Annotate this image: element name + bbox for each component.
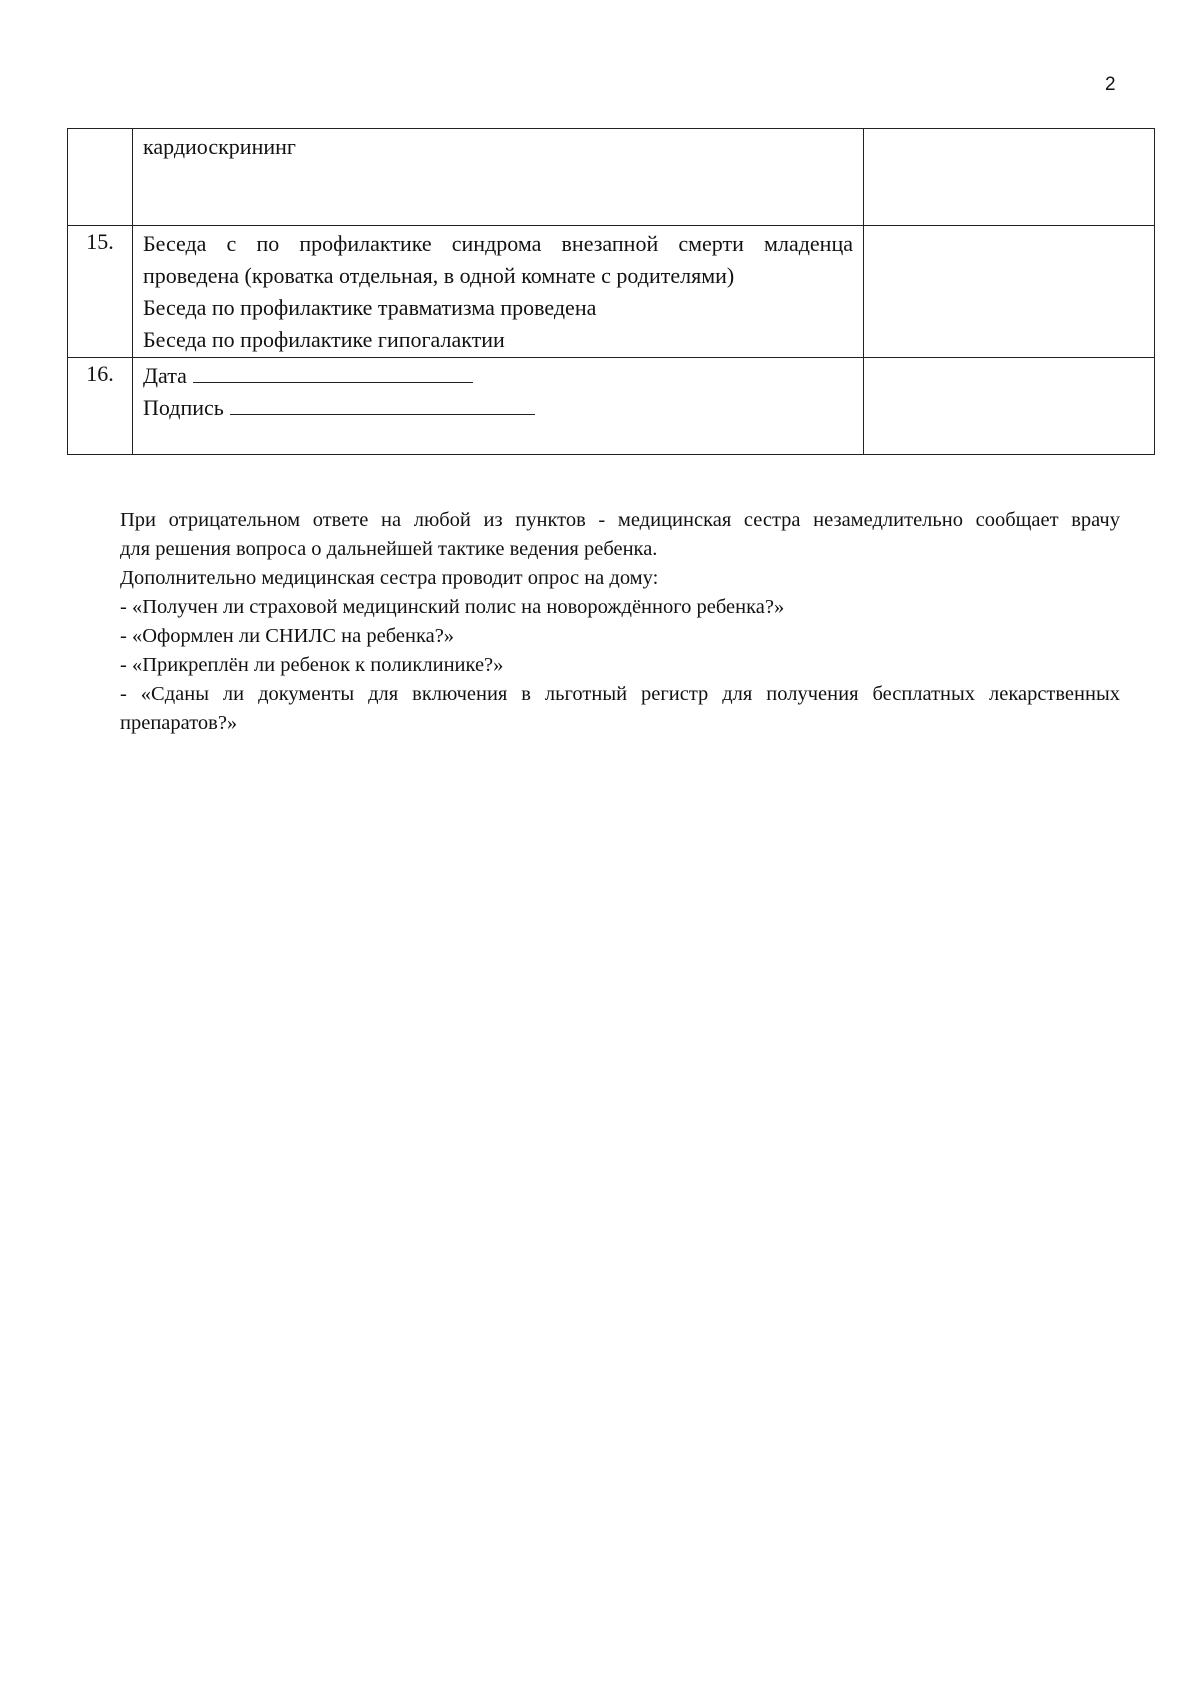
signature-field[interactable] [230, 394, 535, 415]
row-text-line: кардиоскрининг [143, 134, 296, 159]
survey-question: - «Получен ли страховой медицинский полис на новорождённого ребенка?» [120, 596, 785, 618]
survey-question: - «Оформлен ли СНИЛС на ребенка?» [120, 625, 455, 647]
table-row [68, 358, 1155, 455]
answer-cell[interactable] [864, 129, 1155, 226]
row-number: 15. [68, 226, 133, 358]
date-line [143, 360, 853, 392]
survey-question-continuation: препаратов?» [120, 712, 238, 734]
row-text-line: Беседа с по профилактике синдрома внезапной смерти младенца [143, 231, 853, 256]
row-text [133, 226, 864, 358]
notes-line: При отрицательном ответе на любой из пунктов - медицинская сестра незамедлительно сообщает врачу [120, 509, 1120, 531]
table-row [68, 226, 1155, 358]
row-text-line: Беседа по профилактике травматизма проведена [143, 295, 597, 320]
row-number [68, 129, 133, 226]
signature-line [143, 392, 853, 424]
page-number: 2 [1105, 74, 1116, 95]
row-text [133, 358, 864, 455]
date-label: Дата [143, 363, 187, 388]
instructions-text [120, 506, 1120, 738]
signature-label: Подпись [143, 395, 224, 420]
row-text-line: проведена (кроватка отдельная, в одной комнате с родителями) [143, 263, 735, 288]
notes-line: для решения вопроса о дальнейшей тактике ведения ребенка. [120, 538, 658, 560]
answer-cell[interactable] [864, 226, 1155, 358]
survey-intro: Дополнительно медицинская сестра проводит опрос на дому: [120, 567, 659, 589]
table-row [68, 129, 1155, 226]
answer-cell[interactable] [864, 358, 1155, 455]
survey-question: - «Сданы ли документы для включения в льготный регистр для получения бесплатных лекарственных [120, 683, 1120, 705]
row-text-line: Беседа по профилактике гипогалактии [143, 327, 505, 352]
survey-question: - «Прикреплён ли ребенок к поликлинике?» [120, 654, 504, 676]
date-field[interactable] [193, 362, 473, 383]
row-number: 16. [68, 358, 133, 455]
checklist-table [67, 128, 1155, 455]
row-text [133, 129, 864, 226]
